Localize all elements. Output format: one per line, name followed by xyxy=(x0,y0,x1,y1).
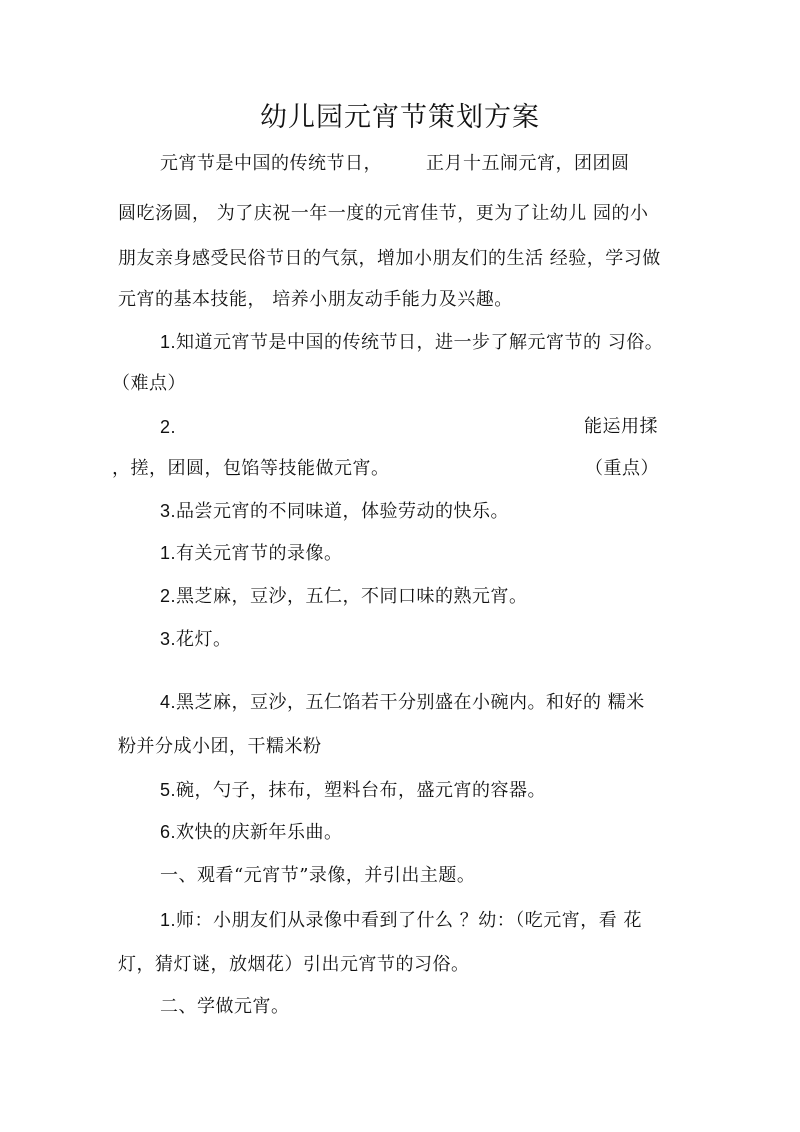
goal-item-1 xyxy=(160,330,663,355)
intro-line-1b: 正月十五闹元宵，团团圆 xyxy=(426,153,630,174)
material-number: 2. xyxy=(160,586,177,606)
material-item-4-cont: 粉并分成小团，干糯米粉 xyxy=(118,736,322,757)
document-title: 幼儿园元宵节策划方案 xyxy=(260,102,540,133)
goal-number: 3. xyxy=(160,501,177,521)
process-heading-2: 二、学做元宵。 xyxy=(160,996,290,1017)
goal-text-2-cont: ，搓，团圆，包馅等技能做元宵。 xyxy=(112,458,390,479)
material-item-2 xyxy=(160,584,528,609)
material-text: 碗，勺子，抹布，塑料台布，盛元宵的容器。 xyxy=(176,780,547,801)
material-item-1 xyxy=(160,541,343,566)
intro-line-4: 元宵的基本技能， 培养小朋友动手能力及兴趣。 xyxy=(118,289,513,310)
material-item-4 xyxy=(160,690,645,715)
material-number: 5. xyxy=(160,780,177,800)
goal-text: 品尝元宵的不同味道，体验劳动的快乐。 xyxy=(176,501,510,522)
process-heading-1: 一、观看“元宵节”录像，并引出主题。 xyxy=(160,865,476,886)
goal-note-key: （重点） xyxy=(585,458,659,479)
material-text: 黑芝麻，豆沙，五仁馅若干分别盛在小碗内。和好的 糯米 xyxy=(176,692,645,713)
material-text: 花灯。 xyxy=(176,629,232,650)
process-number: 1. xyxy=(160,910,177,930)
material-item-3 xyxy=(160,627,232,652)
intro-line-3: 朋友亲身感受民俗节日的气氛，增加小朋友们的生活 经验，学习做 xyxy=(118,248,661,269)
intro-line-2: 圆吃汤圆， 为了庆祝一年一度的元宵佳节，更为了让幼儿 园的小 xyxy=(118,203,649,224)
process-text: 师：小朋友们从录像中看到了什么 ？幼：（吃元宵，看 花 xyxy=(176,910,642,931)
process-item-1 xyxy=(160,908,642,933)
material-number: 4. xyxy=(160,692,177,712)
goal-text-2-right: 能运用揉 xyxy=(584,416,658,437)
intro-line-1a: 元宵节是中国的传统节日， xyxy=(160,153,382,174)
goal-number: 1. xyxy=(160,332,177,352)
material-item-6 xyxy=(160,820,343,845)
material-text: 欢快的庆新年乐曲。 xyxy=(176,822,343,843)
process-item-1-cont: 灯，猜灯谜，放烟花）引出元宵节的习俗。 xyxy=(118,954,470,975)
goal-number-2: 2. xyxy=(160,417,177,437)
material-item-5 xyxy=(160,778,546,803)
goal-text: 知道元宵节是中国的传统节日，进一步了解元宵节的 习俗。 xyxy=(176,332,664,353)
material-text: 黑芝麻，豆沙，五仁，不同口味的熟元宵。 xyxy=(176,586,528,607)
material-text: 有关元宵节的录像。 xyxy=(176,543,343,564)
goal-item-3 xyxy=(160,499,509,524)
material-number: 6. xyxy=(160,822,177,842)
goal-note-difficulty: （难点） xyxy=(112,373,186,394)
material-number: 1. xyxy=(160,543,177,563)
material-number: 3. xyxy=(160,629,177,649)
